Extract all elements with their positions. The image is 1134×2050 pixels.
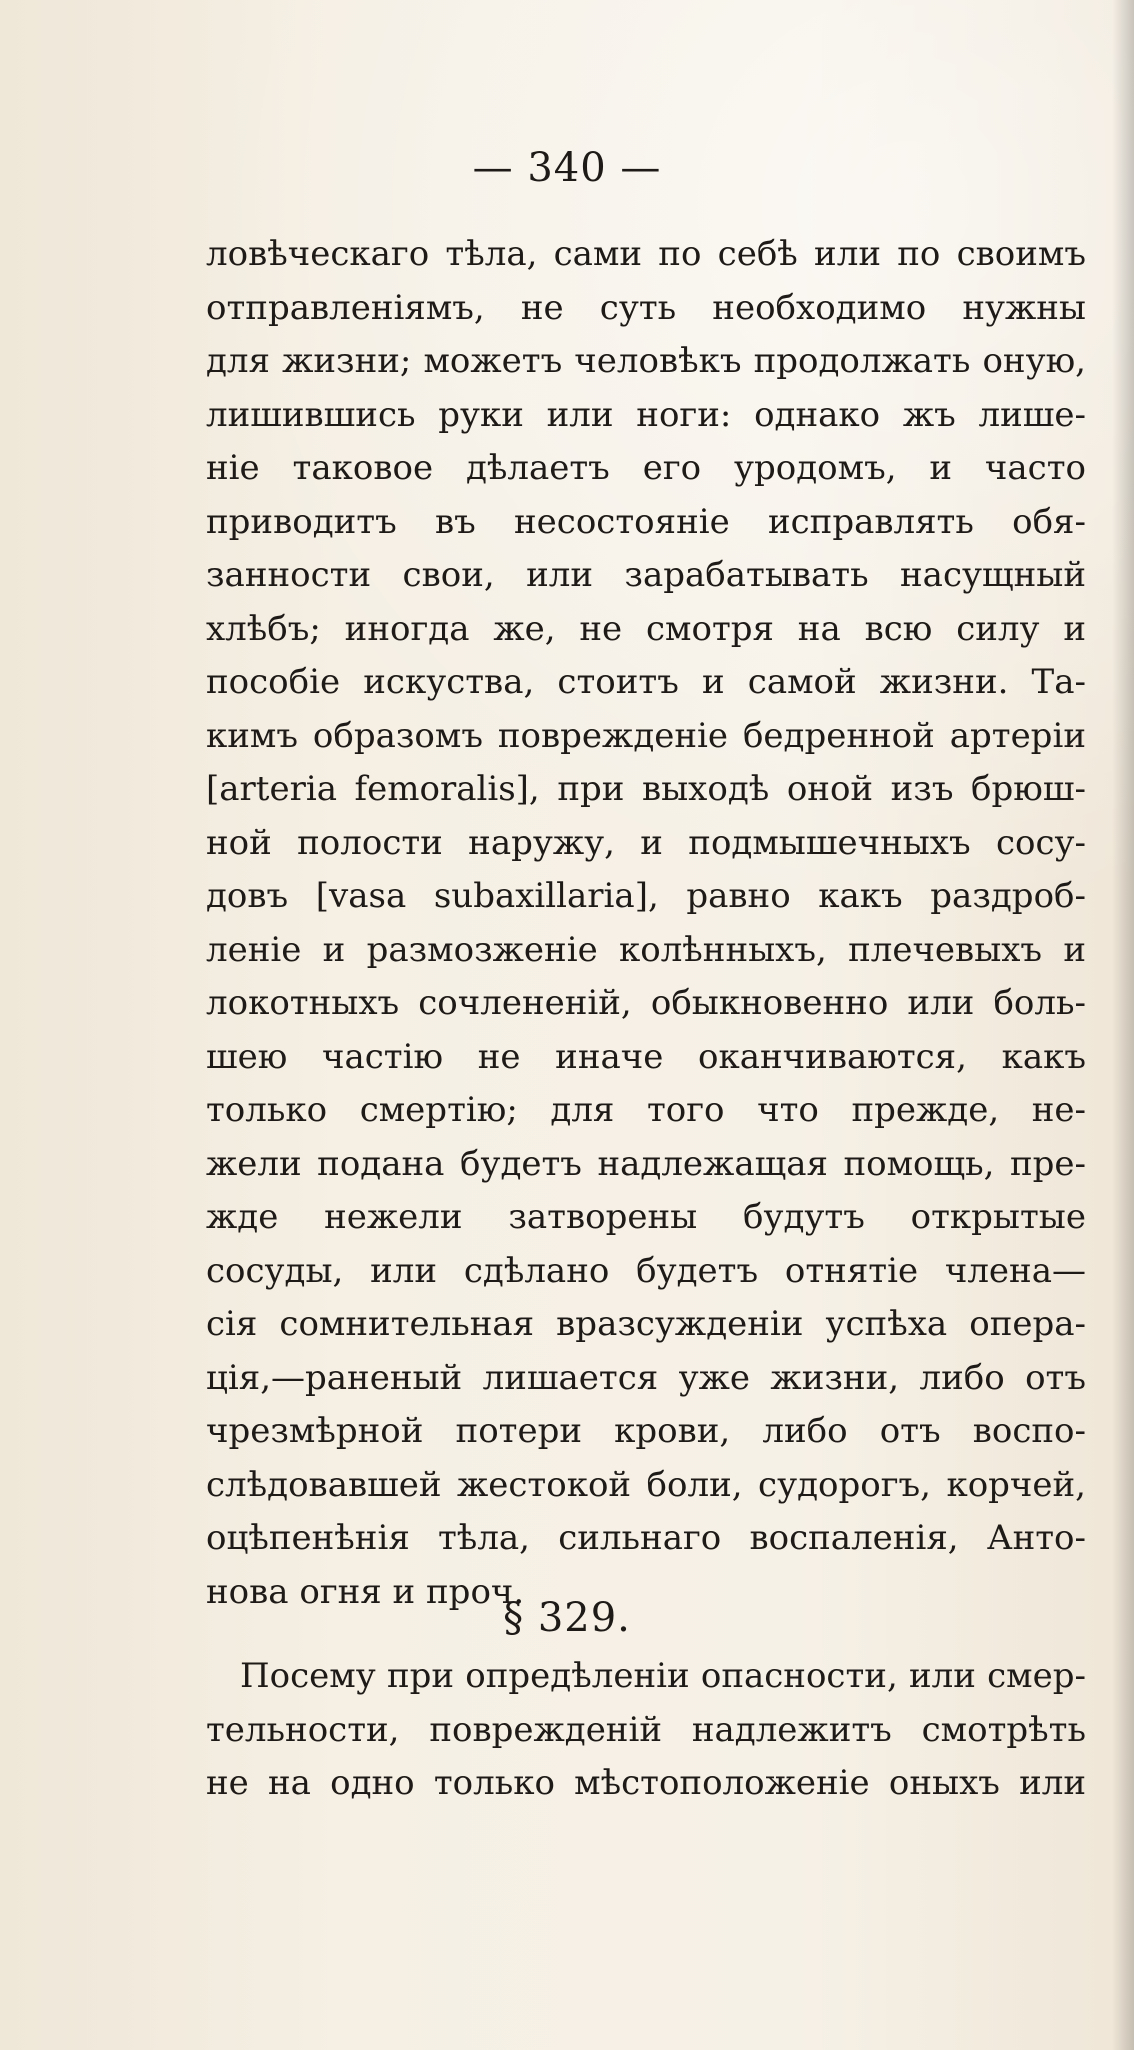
section-heading: § 329. xyxy=(503,1595,631,1641)
text-line: Посему при опредѣленiи опасности, или смер- xyxy=(240,1656,1086,1696)
text-line: чрезмѣрной потери крови, либо отъ воспо- xyxy=(206,1411,1086,1451)
text-line: шею частiю не иначе оканчиваются, какъ xyxy=(206,1036,1086,1077)
text-line: [arteria femoralis], при выходѣ оной изъ брюш- xyxy=(206,769,1086,809)
text-line: приводитъ въ несостоянiе исправлять обя- xyxy=(206,501,1086,542)
text-line: жде нежели затворены будутъ открытые xyxy=(206,1197,1086,1237)
text-line: занности свои, или зарабатывать насущный xyxy=(206,555,1086,595)
text-line: лишившись руки или ноги: однако жъ лише- xyxy=(206,394,1086,435)
text-line: хлѣбъ; иногда же, не смотря на всю силу и xyxy=(206,608,1086,649)
text-line: пособiе искуства, стоитъ и самой жизни. Та- xyxy=(206,662,1086,702)
paragraph-1 xyxy=(206,228,1086,1619)
text-line: ленiе и размозженiе колѣнныхъ, плечевыхъ и xyxy=(206,929,1086,970)
text-line: оцѣпенѣнiя тѣла, сильнаго воспаленiя, Анто- xyxy=(206,1518,1086,1558)
text-line: не на одно только мѣстоположенiе оныхъ или xyxy=(206,1763,1086,1803)
page-number: — 340 — xyxy=(472,145,662,191)
text-line: для жизни; можетъ человѣкъ продолжать оную, xyxy=(206,341,1086,381)
text-line: жели подана будетъ надлежащая помощь, пре- xyxy=(206,1143,1086,1184)
text-line: довъ [vasa subaxillaria], равно какъ раздроб- xyxy=(206,876,1086,916)
text-line: ловѣческаго тѣла, сами по себѣ или по своимъ xyxy=(206,234,1086,274)
text-line: кимъ образомъ поврежденiе бедренной артерiи xyxy=(206,715,1086,756)
text-line: нiе таковое дѣлаетъ его уродомъ, и часто xyxy=(206,448,1086,488)
text-line: сосуды, или сдѣлано будетъ отнятiе члена— xyxy=(206,1250,1086,1291)
text-line: ной полости наружу, и подмышечныхъ сосу- xyxy=(206,822,1086,863)
text-line: цiя,—раненый лишается уже жизни, либо отъ xyxy=(206,1357,1086,1398)
text-line: отправленiямъ, не суть необходимо нужны xyxy=(206,287,1086,328)
text-line: сiя сомнительная вразсужденiи успѣха опера- xyxy=(206,1304,1086,1344)
text-line: локотныхъ сочлененiй, обыкновенно или боль- xyxy=(206,983,1086,1023)
text-line: тельности, поврежденiй надлежитъ смотрѣть xyxy=(206,1709,1086,1750)
text-line: только смертiю; для того что прежде, не- xyxy=(206,1090,1086,1130)
page-edge-shadow xyxy=(1112,0,1134,2050)
text-line: нова огня и проч. xyxy=(206,1571,525,1612)
paragraph-2 xyxy=(206,1650,1086,1811)
text-line: слѣдовавшей жестокой боли, судорогъ, корчей, xyxy=(206,1464,1086,1505)
